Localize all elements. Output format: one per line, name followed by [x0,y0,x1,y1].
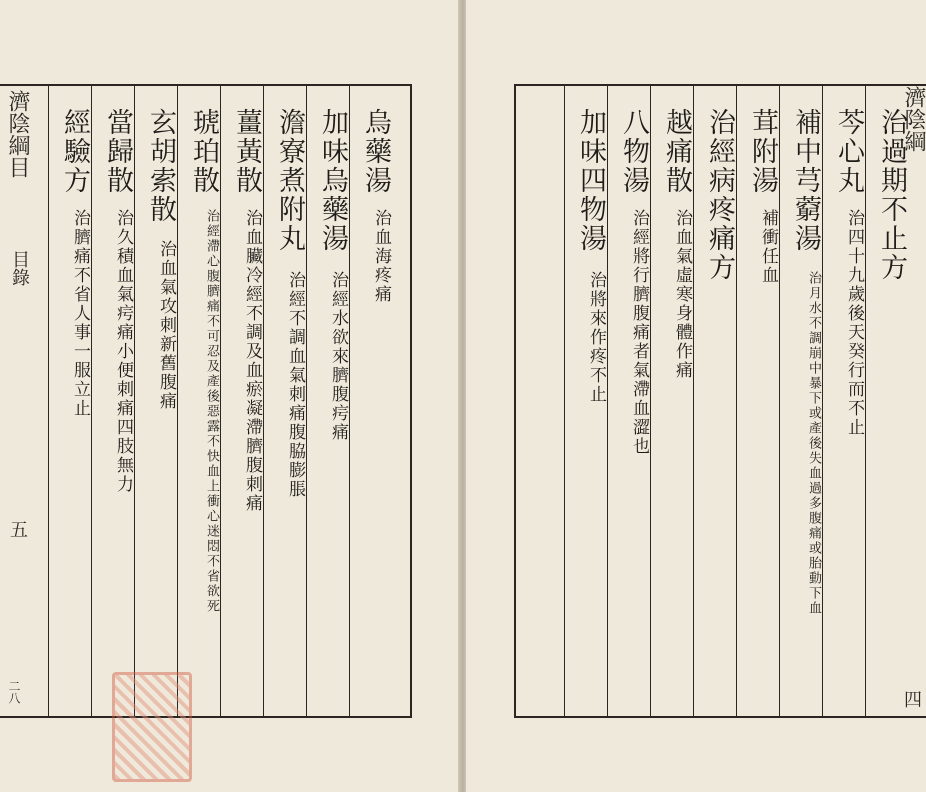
toc-column [349,86,393,716]
collector-seal [112,672,192,782]
toc-entry-title: 澹寮煮附丸 [274,108,305,253]
toc-entry-note: 治經將行臍腹痛者氣滯血澀也 [629,209,649,456]
toc-entry-title: 越痛散 [661,108,692,195]
toc-entry-title: 加味烏藥湯 [317,108,348,253]
toc-entry-note: 治經水欲來臍腹疞痛 [328,271,348,442]
right-folio: 四 [901,690,922,708]
left-page [0,0,460,792]
toc-entry-note: 治血氣虛寒身體作痛 [672,209,692,380]
toc-entry-note: 治四十九歲後天癸行而不止 [844,209,864,437]
toc-entry-note: 治血臟冷經不調及血瘀凝滯臍腹刺痛 [242,209,262,513]
toc-column [607,86,651,716]
left-folio: 五 [7,520,28,538]
toc-entry-note: 治月水不調崩中暴下或產後失血過多腹痛或胎動下血 [806,271,821,616]
toc-entry-note: 治久積血氣疞痛小便刺痛四肢無力 [113,209,133,494]
toc-entry-title: 當歸散 [102,108,133,195]
right-page [466,0,926,792]
toc-column [220,86,264,716]
toc-entry-title: 加味四物湯 [575,108,606,253]
toc-entry-title: 八物湯 [618,108,649,195]
toc-entry-note: 治血海疼痛 [371,209,391,304]
toc-entry-note: 治將來作疼不止 [586,271,606,404]
toc-column [48,86,92,716]
toc-entry-title: 芩心丸 [833,108,864,195]
toc-entry-title: 琥珀散 [188,108,219,195]
right-text-frame [514,84,926,718]
toc-column [177,86,221,716]
toc-entry-title: 烏藥湯 [360,108,391,195]
toc-entry-note: 治經不調血氣刺痛腹脇膨脹 [285,271,305,499]
toc-entry-title: 薑黃散 [231,108,262,195]
toc-entry-title: 茸附湯 [747,108,778,195]
toc-column [134,86,178,716]
toc-entry-note: 治血氣攻刺新舊腹痛 [156,240,176,411]
toc-entry-title: 治經病疼痛方 [704,108,735,282]
left-text-frame [0,84,412,718]
toc-column [91,86,135,716]
toc-column [693,86,737,716]
toc-column [779,86,823,716]
toc-column [865,86,909,716]
toc-column [650,86,694,716]
toc-entry-note: 治臍痛不省人事一服立止 [70,209,90,418]
toc-entry-title: 經驗方 [59,108,90,195]
toc-entry-title: 治過期不止方 [876,108,907,282]
left-folio-small: 二八 [7,680,21,704]
toc-column [263,86,307,716]
toc-entry-title: 玄胡索散 [145,108,176,224]
left-margin-title: 濟陰綱目 [5,90,30,178]
toc-entry-note: 補衝任血 [758,209,778,285]
toc-entry-title: 補中芎藭湯 [790,108,821,253]
toc-column [736,86,780,716]
right-margin-title: 濟陰綱 [901,86,926,152]
toc-column [306,86,350,716]
left-margin-section: 目錄 [9,250,30,286]
toc-column [822,86,866,716]
toc-column [564,86,608,716]
toc-entry-note: 治經滯心腹臍痛不可忍及產後惡露不快血上衝心迷悶不省欲死 [204,209,219,614]
